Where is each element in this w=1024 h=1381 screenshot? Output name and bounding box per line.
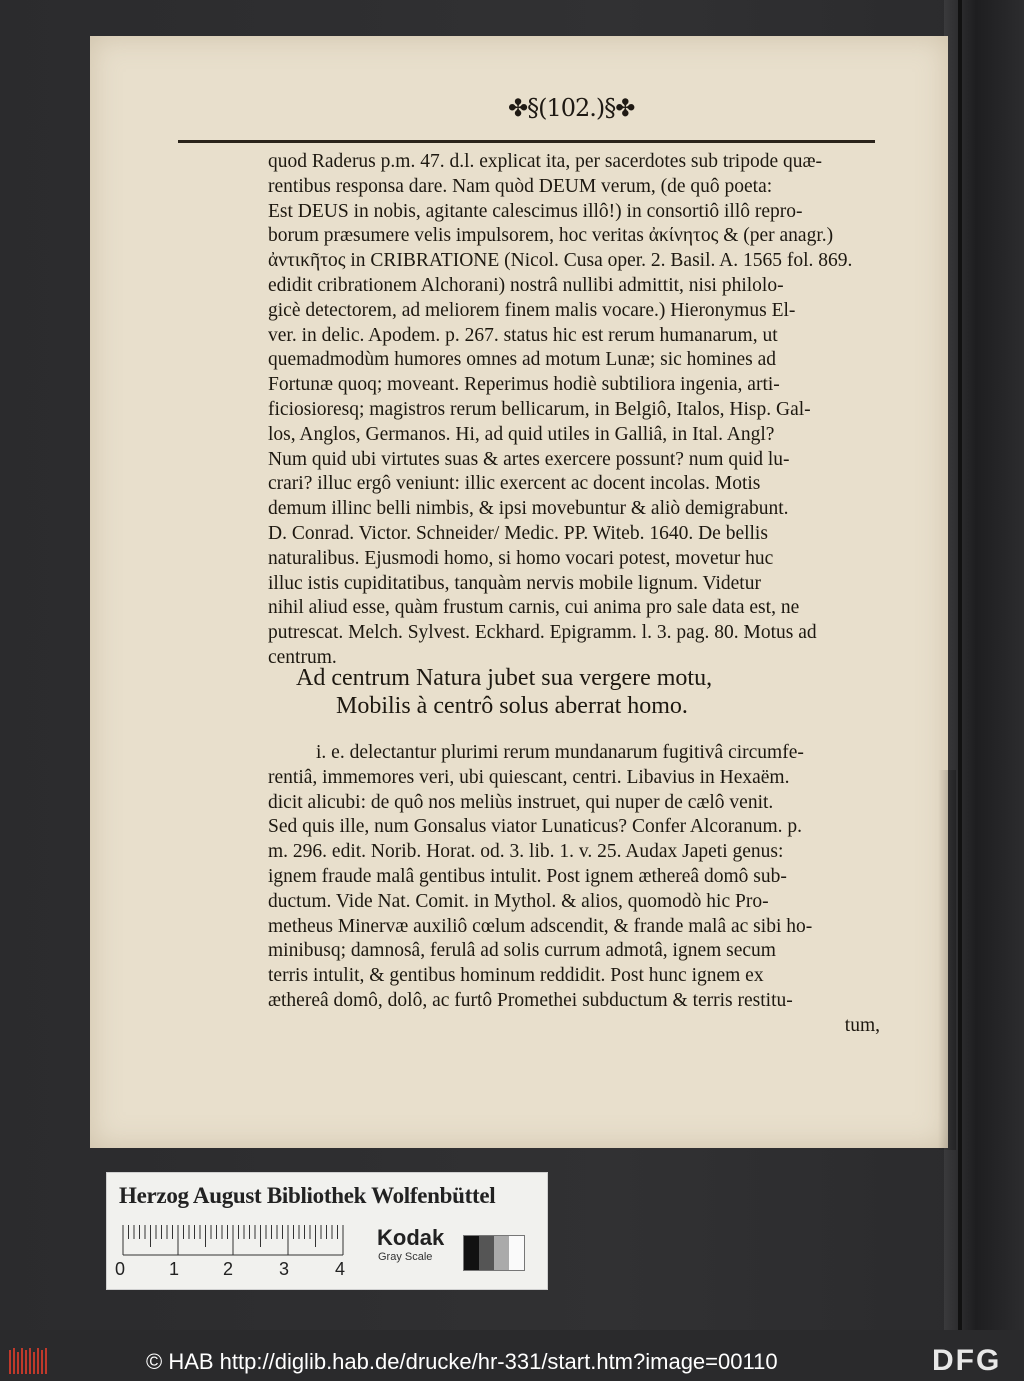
- text-line: centrum.: [268, 646, 337, 668]
- verse-line-1: Ad centrum Natura jubet sua vergere motu,: [296, 665, 713, 691]
- text-line: terris intulit, & gentibus hominum reddidit. Post hunc ignem ex: [268, 965, 764, 987]
- text-line: edidit cribrationem Alchorani) nostrâ nullibi admittit, nisi philolo-: [268, 274, 784, 296]
- ruler-number: 4: [335, 1259, 346, 1279]
- swatch-black: [464, 1236, 479, 1270]
- text-line: rentiâ, immemores veri, ubi quiescant, centri. Libavius in Hexaëm.: [268, 766, 790, 788]
- page-number: ✤§(102.)§✤: [508, 94, 635, 122]
- page-shadow: [938, 770, 956, 1150]
- text-line: m. 296. edit. Norib. Horat. od. 3. lib. 1. v. 25. Audax Japeti genus:: [268, 841, 784, 863]
- text-line: putrescat. Melch. Sylvest. Eckhard. Epigramm. l. 3. pag. 80. Motus ad: [268, 622, 817, 644]
- swatch-mid: [494, 1236, 509, 1270]
- text-line: borum præsumere velis impulsorem, hoc veritas ἀκίνητος & (per anagr.): [268, 225, 834, 247]
- text-line: æthereâ domô, dolô, ac furtô Promethei subductum & terris restitu-: [268, 989, 793, 1011]
- kodak-label: Kodak: [377, 1225, 445, 1250]
- text-line: D. Conrad. Victor. Schneider/ Medic. PP. Witeb. 1640. De bellis: [268, 522, 768, 544]
- ruler-number: 1: [169, 1259, 180, 1279]
- text-line: los, Anglos, Germanos. Hi, ad quid utiles in Galliâ, in Ital. Angl?: [268, 423, 775, 445]
- library-name: Herzog August Bibliothek Wolfenbüttel: [119, 1183, 496, 1208]
- text-line: Num quid ubi virtutes suas & artes exercere possunt? num quid lu-: [268, 448, 790, 470]
- text-line: quemadmodùm humores omnes ad motum Lunæ; sic homines ad: [268, 349, 777, 371]
- text-line: minibusq; damnosâ, ferulâ ad solis currum admotâ, ignem secum: [268, 940, 776, 962]
- text-line: dicit alicubi: de quô nos meliùs instruet, qui nuper de cælô venit.: [268, 791, 774, 813]
- dfg-logo: DFG: [932, 1344, 1002, 1377]
- verse-quote: [296, 664, 796, 720]
- text-line: ductum. Vide Nat. Comit. in Mythol. & alios, quomodò hic Pro-: [268, 890, 769, 912]
- verse-line-2: Mobilis à centrô solus aberrat homo.: [336, 693, 688, 719]
- ruler-scale: [121, 1225, 351, 1257]
- binding-edge: [958, 0, 962, 1330]
- body-text-lower: [268, 741, 880, 1039]
- swatch-white: [509, 1236, 524, 1270]
- text-line: Est DEUS in nobis, agitante calescimus illô!) in consortiô illô repro-: [268, 200, 803, 222]
- text-line: i. e. delectantur plurimi rerum mundanarum fugitivâ circumfe-: [316, 742, 804, 763]
- color-calibration-bar: [106, 1172, 548, 1290]
- text-line: quod Raderus p.m. 47. d.l. explicat ita, per sacerdotes sub tripode quæ-: [268, 151, 822, 172]
- hab-logo-icon: [8, 1346, 48, 1376]
- text-line: Fortunæ quoq; moveant. Reperimus hodiè subtiliora ingenia, arti-: [268, 374, 780, 396]
- ruler-number: 0: [115, 1259, 126, 1279]
- body-text-upper: [268, 150, 880, 671]
- text-line: ficiosioresq; magistros rerum bellicarum, in Belgiô, Italos, Hisp. Gal-: [268, 398, 811, 420]
- text-line: illuc istis cupiditatibus, tanquàm nervis mobile lignum. Videtur: [268, 572, 761, 594]
- header-rule: [178, 140, 875, 143]
- text-line: ignem fraude malâ gentibus intulit. Post ignem æthereâ domô sub-: [268, 865, 787, 887]
- text-line: ἀντικῆτος in CRIBRATIONE (Nicol. Cusa oper. 2. Basil. A. 1565 fol. 869.: [268, 250, 853, 272]
- swatch-dark: [479, 1236, 494, 1270]
- ruler-number: 2: [223, 1259, 234, 1279]
- text-line: Sed quis ille, num Gonsalus viator Lunaticus? Confer Alcoranum. p.: [268, 816, 802, 838]
- text-line: demum illinc belli nimbis, & ipsi movebuntur & aliò demigrabunt.: [268, 498, 789, 520]
- ruler-number: 3: [279, 1259, 290, 1279]
- text-line: nihil aliud esse, quàm frustum carnis, cui anima pro sale data est, ne: [268, 597, 800, 619]
- text-line: crari? illuc ergô veniunt: illic exercent ac docent incolas. Motis: [268, 473, 761, 495]
- text-line: ver. in delic. Apodem. p. 267. status hic est rerum humanarum, ut: [268, 324, 778, 346]
- text-line: gicè detectorem, ad meliorem finem malis vocare.) Hieronymus El-: [268, 299, 796, 321]
- book-binding: [944, 0, 1024, 1330]
- ruler-numbers: [115, 1259, 365, 1285]
- text-line: naturalibus. Ejusmodi homo, si homo vocari potest, movetur huc: [268, 547, 774, 569]
- gray-swatches: [463, 1235, 525, 1271]
- page-header: [178, 76, 875, 144]
- copyright-link[interactable]: © HAB http://diglib.hab.de/drucke/hr-331/start.htm?image=00110: [146, 1349, 778, 1374]
- catchword: tum,: [844, 1014, 880, 1036]
- text-line: metheus Minervæ auxiliô cœlum adscendit, & frande malâ ac sibi ho-: [268, 915, 813, 937]
- grayscale-label: Gray Scale: [378, 1251, 433, 1263]
- text-line: rentibus responsa dare. Nam quòd DEUM verum, (de quô poeta:: [268, 175, 773, 197]
